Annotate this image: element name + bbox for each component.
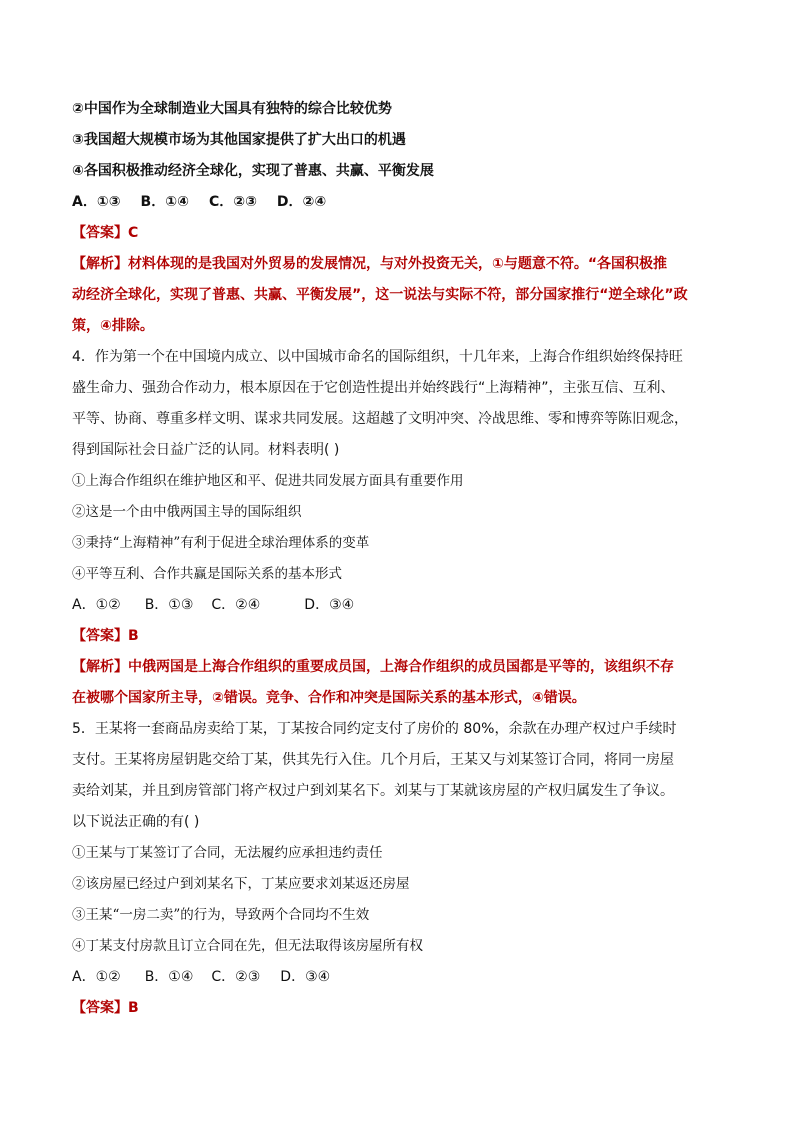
q3-analysis-line-3: 策，④排除。 [72,318,154,334]
q5-option-1: ①王某与丁某签订了合同，无法履约应承担违约责任 [72,845,383,861]
q3-option-2: ②中国作为全球制造业大国具有独特的综合比较优势 [72,101,392,117]
q3-analysis-line-2: 动经济全球化，实现了普惠、共赢、平衡发展”，这一说法与实际不符，部分国家推行“逆全球化”政 [72,287,688,303]
q3-option-4: ④各国积极推动经济全球化，实现了普惠、共赢、平衡发展 [72,163,434,179]
q4-option-2: ②这是一个由中俄两国主导的国际组织 [72,504,302,520]
q5-option-4: ④丁某支付房款且订立合同在先，但无法取得该房屋所有权 [72,938,423,954]
q4-choice-a: A．①② [72,597,121,613]
q5-choice-c: C．②③ [211,969,261,985]
q5-stem-line-1: 5．王某将一套商品房卖给丁某，丁某按合同约定支付了房价的 80%，余款在办理产权过户手续时 [72,721,677,737]
answer-value: B [128,628,139,644]
q3-choice-b: B．①④ [140,194,189,210]
q5-choice-d: D．③④ [280,969,331,985]
q4-choice-b: B．①③ [144,597,194,613]
q4-option-3: ③秉持“上海精神”有利于促进全球治理体系的变革 [72,535,370,551]
q4-choice-d: D．③④ [304,597,355,613]
q3-choice-a: A．①③ [72,194,121,210]
q4-choice-c: C．②④ [211,597,261,613]
q3-choice-d: D．②④ [276,194,327,210]
answer-value: B [128,1000,139,1016]
q5-answer [72,993,692,1024]
answer-tag: 【答案】 [72,225,128,241]
q4-stem-line-3: 平等、协商、尊重多样文明、谋求共同发展。这超越了文明冲突、冷战思维、零和博弈等陈旧观念， [72,411,688,427]
q5-stem-line-2: 支付。王某将房屋钥匙交给丁某，供其先行入住。几个月后，王某又与刘某签订合同，将同一房屋 [72,752,674,768]
q4-choices [72,590,692,621]
answer-tag: 【答案】 [72,628,128,644]
q4-stem-line-1: 4．作为第一个在中国境内成立、以中国城市命名的国际组织，十几年来，上海合作组织始终保持旺 [72,349,683,365]
q5-option-3: ③王某“一房二卖”的行为，导致两个合同均不生效 [72,907,370,923]
q4-answer [72,621,692,652]
q3-choice-c: C．②③ [208,194,257,210]
q3-choices [72,187,692,218]
answer-value: C [128,225,139,241]
q3-answer [72,218,692,249]
answer-tag: 【答案】 [72,1000,128,1016]
q3-option-3: ③我国超大规模市场为其他国家提供了扩大出口的机遇 [72,132,406,148]
q3-analysis-line-1: 【解析】材料体现的是我国对外贸易的发展情况，与对外投资无关，①与题意不符。“各国积极推 [72,256,668,272]
q5-stem-line-4: 以下说法正确的有( ) [72,814,200,830]
document-content [72,98,692,1028]
q5-option-2: ②该房屋已经过户到刘某名下，丁某应要求刘某返还房屋 [72,876,410,892]
q5-choice-b: B．①④ [144,969,194,985]
q4-option-1: ①上海合作组织在维护地区和平、促进共同发展方面具有重要作用 [72,473,464,489]
q4-option-4: ④平等互利、合作共赢是国际关系的基本形式 [72,566,342,582]
q4-analysis-line-1: 【解析】中俄两国是上海合作组织的重要成员国，上海合作组织的成员国都是平等的，该组织不存 [72,659,674,675]
q5-choices [72,962,692,993]
q5-choice-a: A．①② [72,969,121,985]
q5-stem-line-3: 卖给刘某，并且到房管部门将产权过户到刘某名下。刘某与丁某就该房屋的产权归属发生了争议。 [72,783,674,799]
q4-stem-line-4: 得到国际社会日益广泛的认同。材料表明( ) [72,442,340,458]
q4-stem-line-2: 盛生命力、强劲合作动力，根本原因在于它创造性提出并始终践行“上海精神”，主张互信、互利、 [72,380,675,396]
q4-analysis-line-2: 在被哪个国家所主导，②错误。竞争、合作和冲突是国际关系的基本形式，④错误。 [72,690,586,706]
